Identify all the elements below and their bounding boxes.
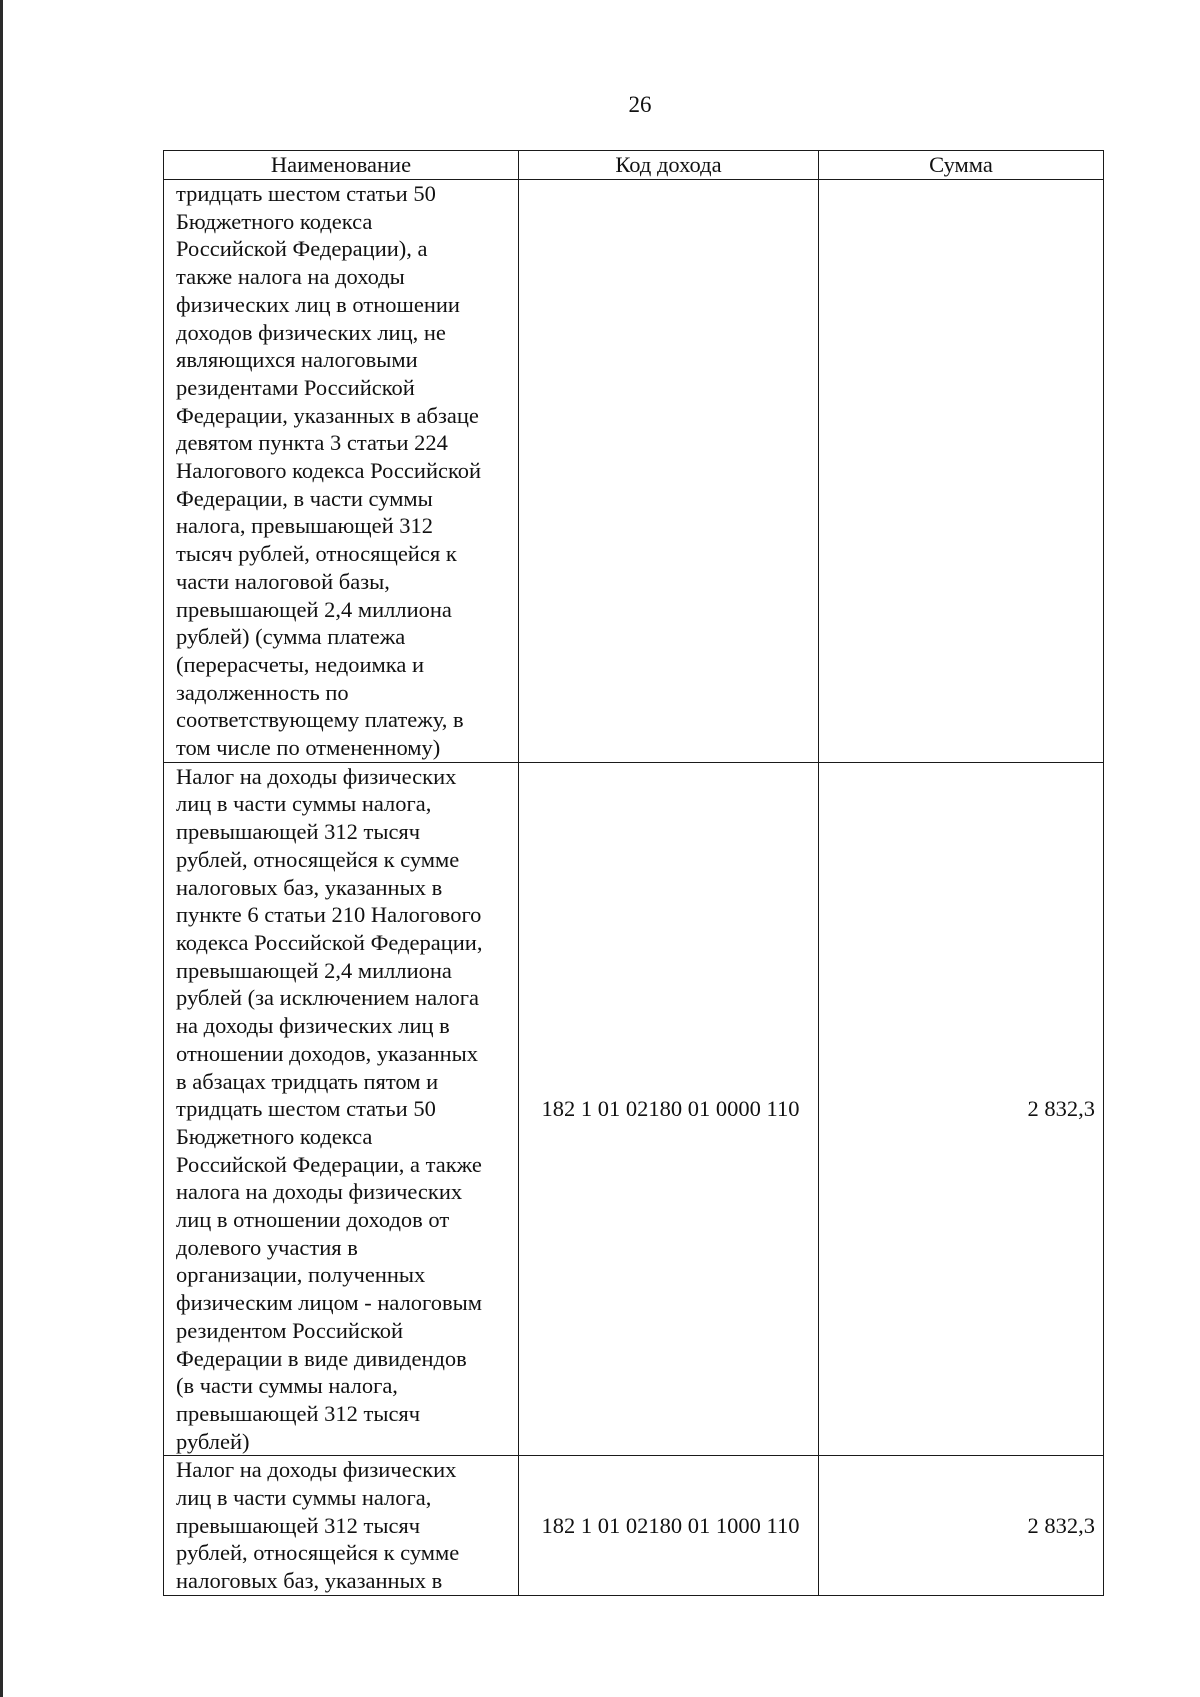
name-line: налога, превышающей 312 bbox=[176, 513, 434, 539]
name-line: лиц в отношении доходов от bbox=[176, 1207, 450, 1233]
name-line: налога на доходы физических bbox=[176, 1179, 463, 1205]
name-line: девятом пункта 3 статьи 224 bbox=[176, 430, 448, 456]
name-line: Бюджетного кодекса bbox=[176, 208, 373, 234]
header-amount: Сумма bbox=[819, 151, 1104, 180]
name-line: превышающей 2,4 миллиона bbox=[176, 596, 452, 622]
name-line: превышающей 2,4 миллиона bbox=[176, 957, 452, 983]
name-line: лиц в части суммы налога, bbox=[176, 1485, 432, 1511]
name-line: тысяч рублей, относящейся к bbox=[176, 541, 457, 567]
name-line: Федерации, в части суммы bbox=[176, 485, 433, 511]
name-line: резидентом Российской bbox=[176, 1317, 404, 1343]
name-line: (перерасчеты, недоимка и bbox=[176, 651, 424, 677]
row-name-cell bbox=[164, 180, 519, 763]
name-line: рублей) (сумма платежа bbox=[176, 624, 406, 650]
name-line: задолженность по bbox=[176, 679, 349, 705]
name-line: лиц в части суммы налога, bbox=[176, 791, 432, 817]
page-number: 26 bbox=[628, 92, 652, 117]
name-line: резидентами Российской bbox=[176, 374, 415, 400]
name-line: тридцать шестом статьи 50 bbox=[176, 1096, 436, 1122]
name-line: Российской Федерации, а также bbox=[176, 1151, 482, 1177]
name-line: Российской Федерации), а bbox=[176, 236, 428, 262]
name-line: (в части суммы налога, bbox=[176, 1373, 398, 1399]
name-line: части налоговой базы, bbox=[176, 568, 390, 594]
name-line: доходов физических лиц, не bbox=[176, 319, 446, 345]
name-line: том числе по отмененному) bbox=[176, 735, 441, 761]
table-row bbox=[164, 762, 1104, 1456]
name-line: соответствующему платежу, в bbox=[176, 707, 464, 733]
name-line: на доходы физических лиц в bbox=[176, 1013, 450, 1039]
name-line: Бюджетного кодекса bbox=[176, 1123, 373, 1149]
row-code-cell bbox=[519, 180, 819, 763]
header-code: Код дохода bbox=[519, 151, 819, 180]
row-name-cell bbox=[164, 762, 519, 1456]
scan-edge bbox=[0, 0, 3, 1697]
row-name-cell bbox=[164, 1456, 519, 1596]
name-line: долевого участия в bbox=[176, 1234, 358, 1260]
row-amount-cell bbox=[819, 180, 1104, 763]
table-row bbox=[164, 1456, 1104, 1596]
name-line: Федерации в виде дивидендов bbox=[176, 1345, 467, 1371]
name-line: являющихся налоговыми bbox=[176, 347, 418, 373]
name-line: рублей (за исключением налога bbox=[176, 985, 479, 1011]
name-line: кодекса Российской Федерации, bbox=[176, 929, 483, 955]
name-line: в абзацах тридцать пятом и bbox=[176, 1068, 439, 1094]
name-line: превышающей 312 тысяч bbox=[176, 819, 421, 845]
name-line: Федерации, указанных в абзаце bbox=[176, 402, 479, 428]
name-line: отношении доходов, указанных bbox=[176, 1040, 478, 1066]
name-line: тридцать шестом статьи 50 bbox=[176, 181, 436, 206]
name-line: налоговых баз, указанных в bbox=[176, 1568, 443, 1594]
name-line: пункте 6 статьи 210 Налогового bbox=[176, 902, 482, 928]
name-line: рублей, относящейся к сумме bbox=[176, 1540, 460, 1566]
name-line: физическим лицом - налоговым bbox=[176, 1290, 482, 1316]
header-row bbox=[164, 151, 1104, 180]
name-line: организации, полученных bbox=[176, 1262, 426, 1288]
row-amount-cell: 2 832,3 bbox=[819, 762, 1104, 1456]
name-line: превышающей 312 тысяч bbox=[176, 1512, 421, 1538]
header-name: Наименование bbox=[164, 151, 519, 180]
name-line: Налог на доходы физических bbox=[176, 1457, 457, 1483]
income-table bbox=[163, 150, 1104, 1596]
name-line: Налогового кодекса Российской bbox=[176, 458, 482, 484]
table-row bbox=[164, 180, 1104, 763]
row-code-cell: 182 1 01 02180 01 0000 110 bbox=[519, 762, 819, 1456]
row-code-cell: 182 1 01 02180 01 1000 110 bbox=[519, 1456, 819, 1596]
name-line: также налога на доходы bbox=[176, 264, 405, 290]
row-amount-cell: 2 832,3 bbox=[819, 1456, 1104, 1596]
name-line: Налог на доходы физических bbox=[176, 763, 457, 789]
name-line: физических лиц в отношении bbox=[176, 291, 460, 317]
name-line: рублей) bbox=[176, 1428, 250, 1454]
name-line: рублей, относящейся к сумме bbox=[176, 846, 460, 872]
name-line: налоговых баз, указанных в bbox=[176, 874, 443, 900]
name-line: превышающей 312 тысяч bbox=[176, 1400, 421, 1426]
